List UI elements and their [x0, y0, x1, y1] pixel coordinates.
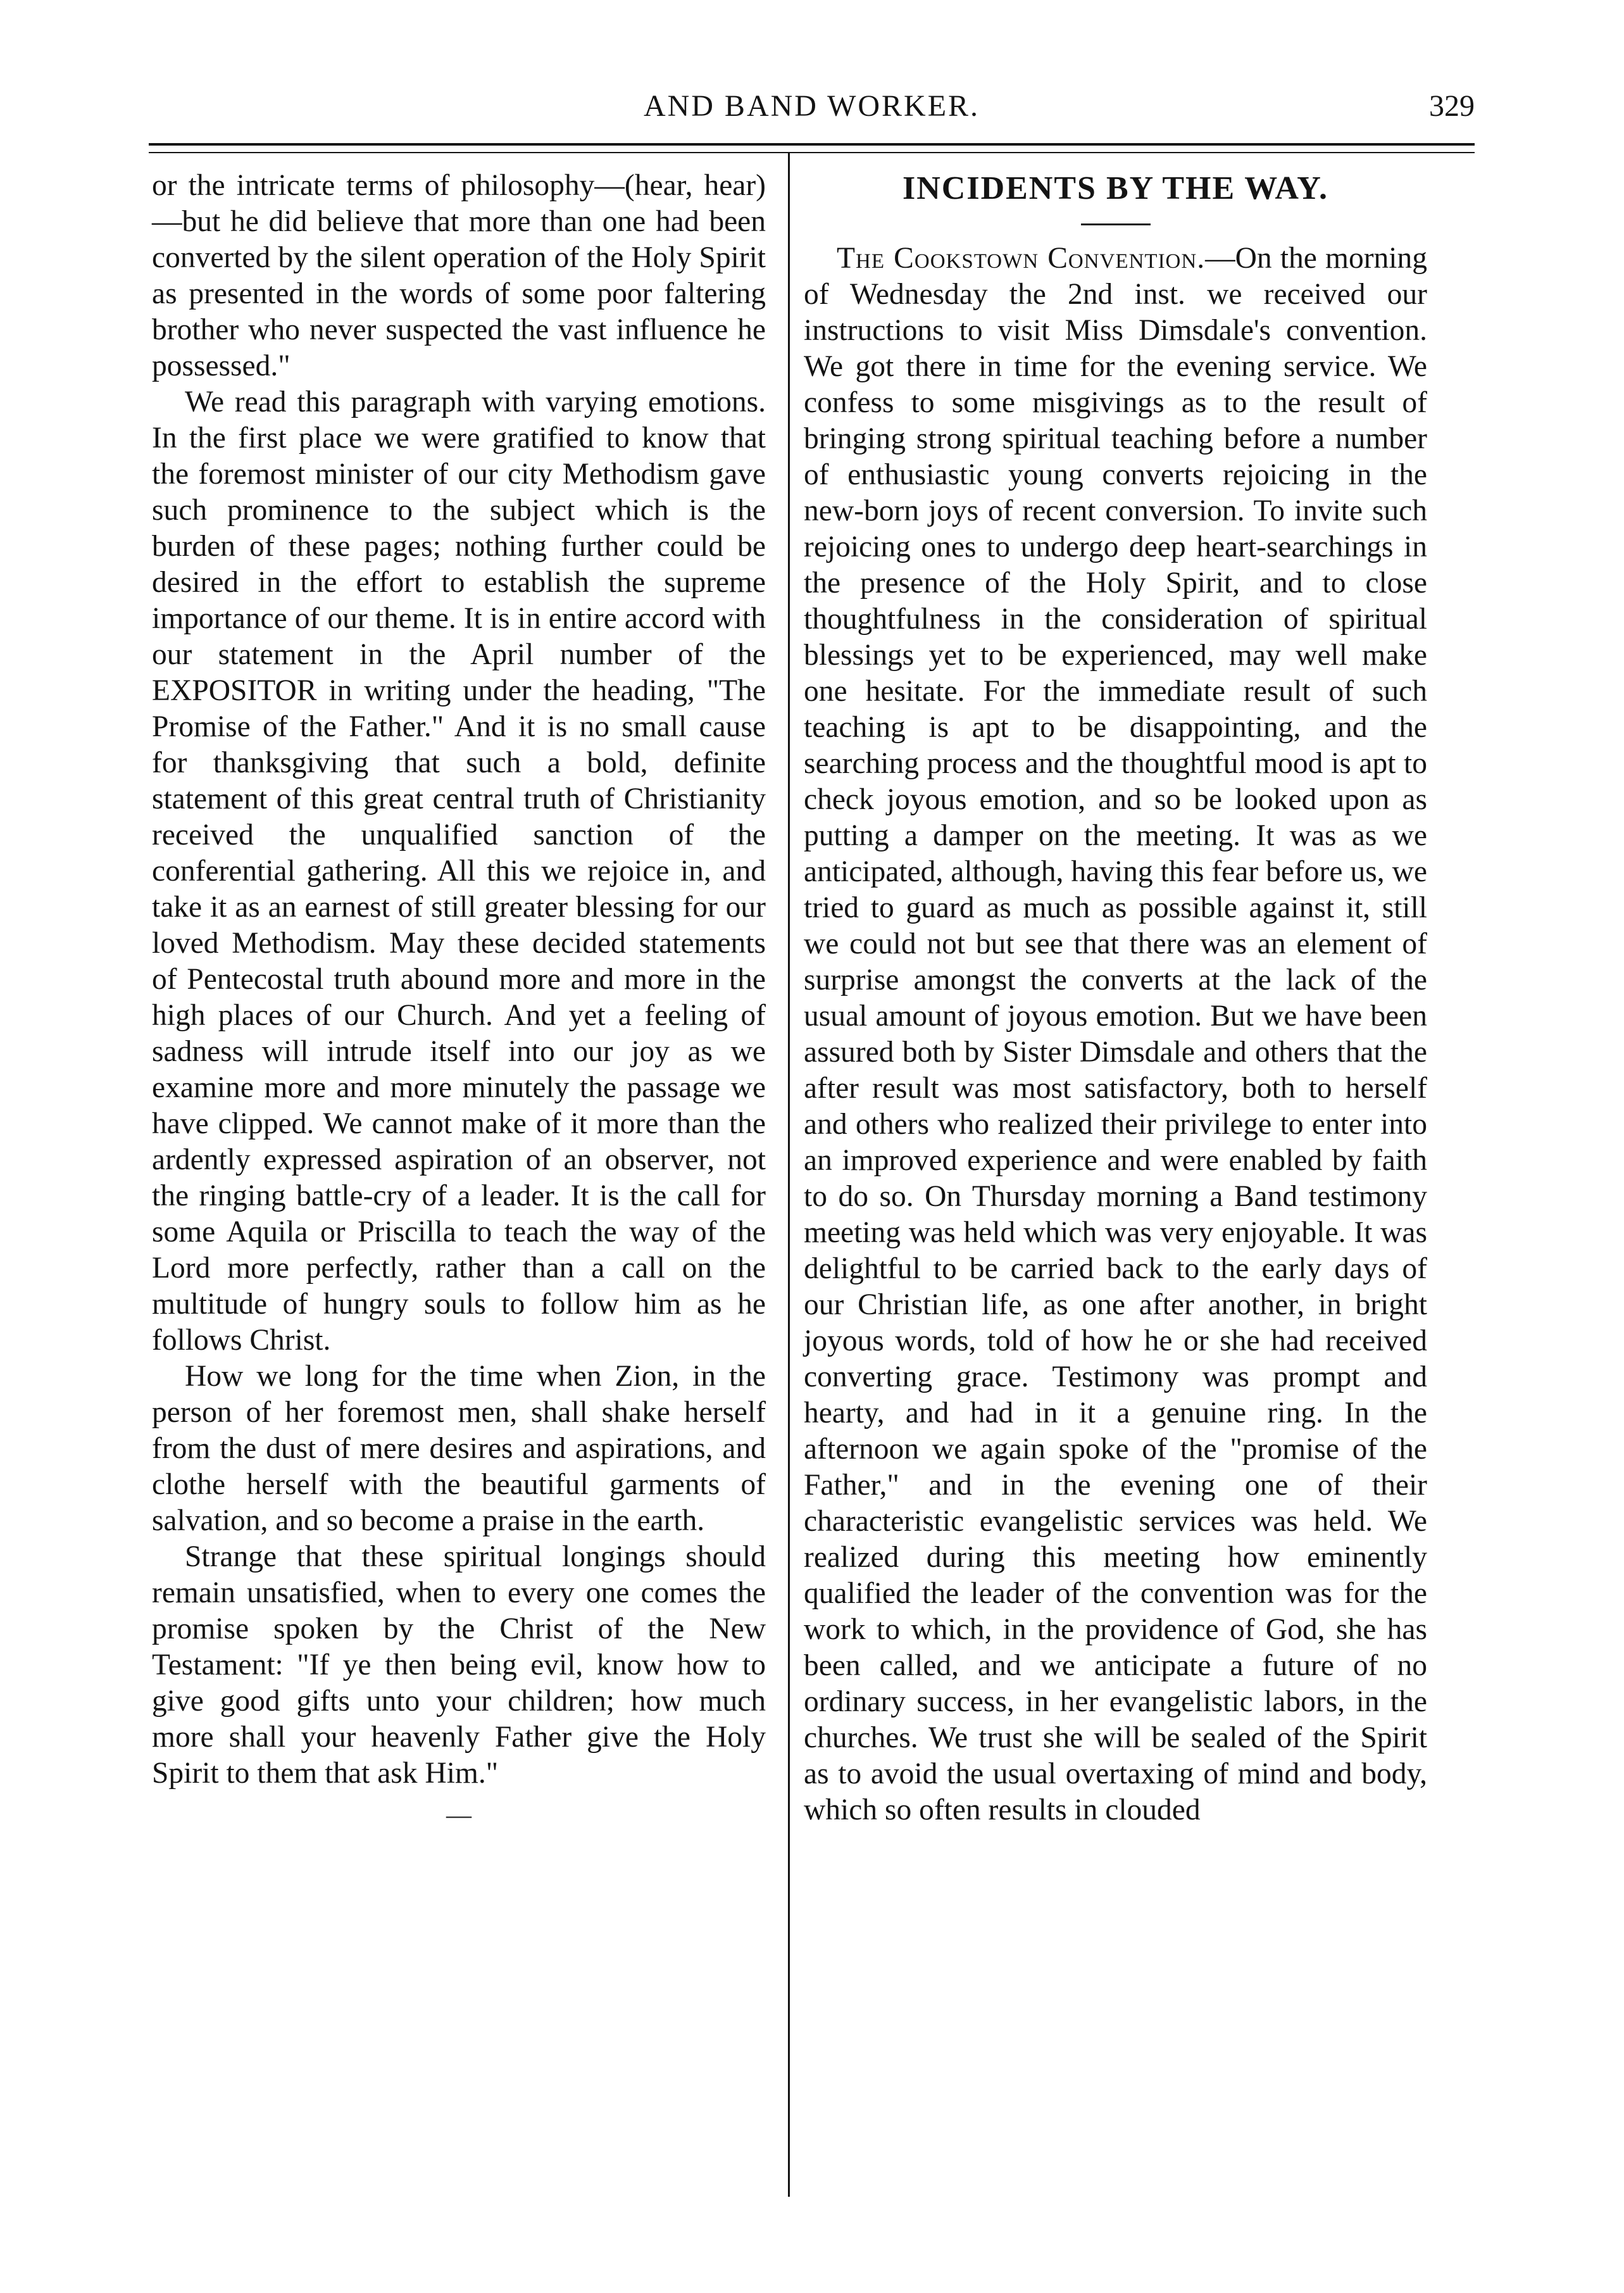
- left-paragraph-3: How we long for the time when Zion, in the person of her foremost men, shall shake herself from the dust of mere desires and aspirations, and clothe herself with the beautiful garments of salvation, and so become a praise in the earth.: [152, 1360, 766, 1537]
- page-number: 329: [1429, 89, 1475, 123]
- left-paragraph-1: or the intricate terms of philosophy—(hear, hear)—but he did believe that more than one had been converted by the silent operation of the Holy Spirit as presented in the words of some poor faltering brother who never suspected the vast influence he possessed.": [152, 169, 766, 382]
- page-header: [149, 89, 1475, 139]
- left-paragraph-4: Strange that these spiritual longings should remain unsatisfied, when to every one comes the promise spoken by the Christ of the New Testament: "If ye then being evil, know how to give good gifts unto your children; how much more shall your heavenly Father give the Holy Spirit to them that ask Him.": [152, 1540, 766, 1790]
- title-rule: [1081, 223, 1151, 225]
- header-rule-thin: [149, 152, 1475, 153]
- running-head: AND BAND WORKER.: [643, 89, 980, 123]
- right-paragraph-1: [804, 241, 1427, 1828]
- column-divider: [788, 152, 790, 2197]
- left-paragraph-2: We read this paragraph with varying emotions. In the first place we were gratified to know that the foremost minister of our city Methodism gave such prominence to the subject which is the burden of these pages; nothing further could be desired in the effort to establish the supreme importance of our theme. It is in entire accord with our statement in the April number of the EXPOSITOR in writing under the heading, "The Promise of the Father." And it is no small cause for thanksgiving that such a bold, definite statement of this great central truth of Christianity received the unqualified sanction of the conferential gathering. All this we rejoice in, and take it as an earnest of still greater blessing for our loved Methodism. May these decided statements of Pentecostal truth abound more and more in the high places of our Church. And yet a feeling of sadness will intrude itself into our joy as we examine more and more minutely the passage we have clipped. We cannot make of it more than the ardently expressed aspiration of an observer, not the ringing battle-cry of a leader. It is the call for some Aquila or Priscilla to teach the way of the Lord more perfectly, rather than a call on the multitude of hungry souls to follow him as he follows Christ.: [152, 386, 766, 1357]
- section-title: INCIDENTS BY THE WAY.: [902, 170, 1328, 206]
- right-column: [804, 168, 1427, 1828]
- left-column: [152, 168, 766, 1833]
- lead-in: The Cookstown Convention.: [837, 242, 1206, 275]
- right-paragraph-1-body: —On the morning of Wednesday the 2nd inst. we received our instructions to visit Miss Dimsdale's convention. We got there in time for the evening service. We confess to some misgivings as to the result of bringing strong spiritual teaching before a number of enthusiastic young converts rejoicing in the new-born joys of recent conversion. To invite such rejoicing ones to undergo deep heart-searchings in the presence of the Holy Spirit, and to close thoughtfulness in the consideration of spiritual blessings yet to be experienced, may well make one hesitate. For the immediate result of such teaching is apt to be disappointing, and the searching process and the thoughtful mood is apt to check joyous emotion, and so be looked upon as putting a damper on the meeting. It was as we anticipated, although, having this fear before us, we tried to guard as much as possible against it, still we could not but see that there was an element of surprise amongst the converts at the lack of the usual amount of joyous emotion. But we have been assured both by Sister Dimsdale and others that the after result was most satisfactory, both to herself and others who realized their privilege to enter into an improved experience and were enabled by faith to do so. On Thursday morning a Band testimony meeting was held which was very enjoyable. It was delightful to be carried back to the early days of our Christian life, as one after another, in bright joyous words, told of how he or she had received converting grace. Testimony was prompt and hearty, and had in it a genuine ring. In the afternoon we again spoke of the "promise of the Father," and in the evening one of their characteristic evangelistic services was held. We realized during this meeting how eminently qualified the leader of the convention was for the work to which, in the providence of God, she has been called, and we anticipate a future of no ordinary success, in her evangelistic labors, in the churches. We trust she will be sealed of the Spirit as to avoid the usual overtaxing of mind and body, which so often results in clouded: [804, 242, 1427, 1826]
- end-mark: —: [446, 1800, 472, 1829]
- header-rule-thick: [149, 143, 1475, 146]
